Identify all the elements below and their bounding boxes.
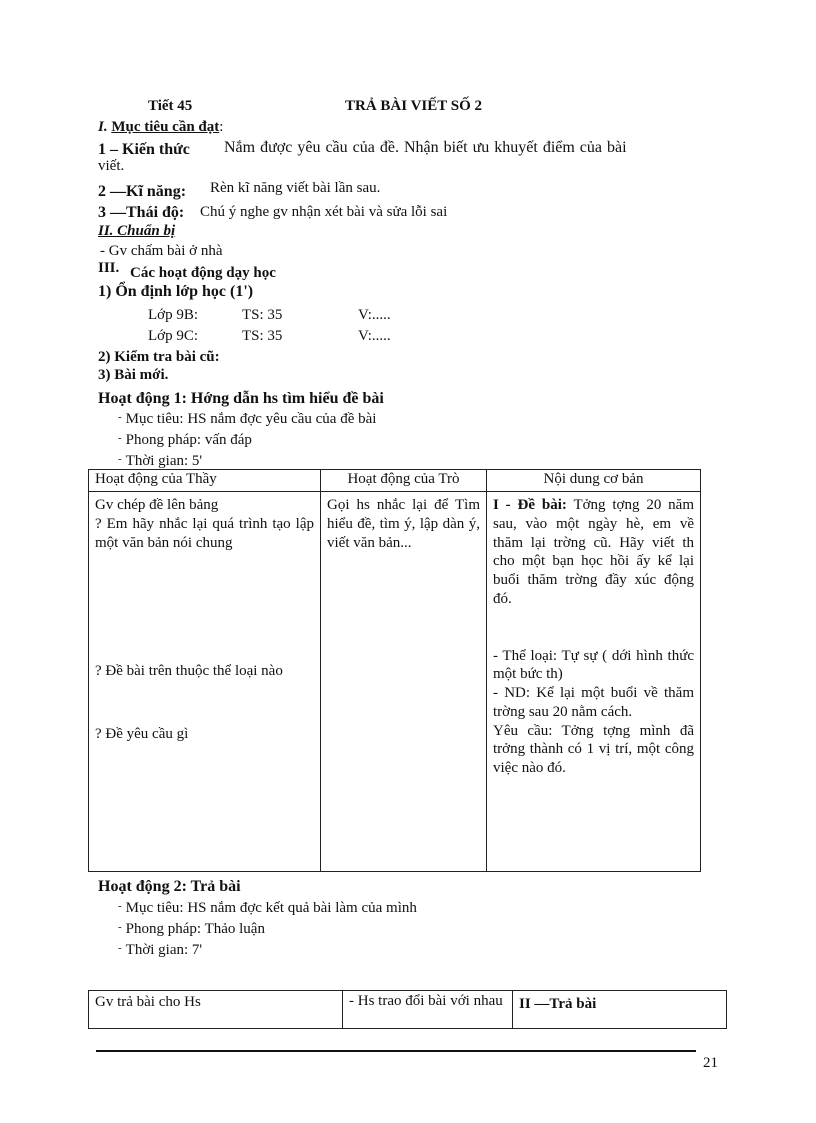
prep-heading: II. Chuẩn bị	[98, 223, 176, 239]
skill-label: 2 —Kĩ năng:	[98, 183, 187, 200]
table-row	[89, 492, 701, 872]
table-header-row	[89, 470, 701, 492]
teacher-return-cell: Gv trả bài cho Hs	[89, 991, 343, 1029]
activity-2-table	[88, 990, 727, 1029]
class-name: Lớp 9B:	[148, 307, 199, 323]
teacher-question-2: ? Đề bài trên thuộc thể loại nào	[95, 663, 283, 680]
stabilize-heading: 1) Ổn định lớp học (1')	[98, 283, 254, 300]
knowledge-text: Nắm được yêu cầu của đề. Nhận biết ưu khuyết điểm của bài	[224, 139, 627, 156]
table-row	[89, 991, 727, 1029]
student-activity: Gọi hs nhắc lại để Tìm hiểu đề, tìm ý, lập dàn ý, viết văn bản...	[327, 497, 480, 551]
teacher-question-1: Gv chép đề lên bảng ? Em hãy nhắc lại quá trình tạo lập một văn bản nói chung	[95, 497, 314, 551]
content-topic-text: Tởng tợng 20 năm sau, vào một ngày hè, em về thăm lại trờng cũ. Hãy viết th cho một bạn học hồi ấy kể lại buổi thăm trờng đầy xúc động đó.	[493, 497, 694, 607]
activities-heading: Các hoạt động dạy học	[130, 265, 276, 281]
activity-1-method: - Phong pháp: vấn đáp	[118, 431, 252, 450]
activity-2-goal: - Mục tiêu: HS nắm đợc kết quả bài làm của mình	[118, 899, 417, 918]
objectives-num: I.	[98, 119, 108, 135]
content-topic	[493, 496, 694, 609]
activity-2-method: - Phong pháp: Thảo luận	[118, 920, 265, 939]
header-student: Hoạt động của Trò	[321, 470, 487, 492]
student-exchange-cell: - Hs trao đổi bài với nhau	[343, 991, 513, 1029]
lesson-number: Tiết 45	[148, 98, 193, 114]
content-topic-label: I - Đề bài:	[493, 497, 567, 513]
new-lesson-heading: 3) Bài mới.	[98, 367, 169, 383]
attitude-text: Chú ý nghe gv nhận xét bài và sửa lỗi sai	[200, 204, 448, 220]
header-teacher: Hoạt động của Thầy	[89, 470, 321, 492]
attitude-label: 3 —Thái độ:	[98, 204, 185, 221]
teacher-question-3: ? Đề yêu cầu gì	[95, 726, 189, 742]
objectives-title: Mục tiêu cần đạt	[111, 119, 220, 135]
page-title: TRẢ BÀI VIẾT SỐ 2	[345, 98, 482, 114]
header-content: Nội dung cơ bản	[487, 470, 701, 492]
class-name: Lớp 9C:	[148, 328, 199, 344]
page-number: 21	[703, 1055, 718, 1071]
check-heading: 2) Kiểm tra bài cũ:	[98, 349, 220, 365]
class-9b	[148, 306, 198, 325]
activity-1-goal: - Mục tiêu: HS nắm đợc yêu cầu của đề bài	[118, 410, 376, 429]
objectives-heading	[98, 118, 223, 137]
teacher-cell	[89, 492, 321, 872]
footer-divider	[96, 1050, 696, 1052]
activity-1-time: - Thời gian: 5'	[118, 452, 202, 471]
knowledge-cont: viết.	[98, 158, 125, 174]
activity-1-title: Hoạt động 1: Hớng dẫn hs tìm hiểu đề bài	[98, 390, 384, 407]
class-9c	[148, 327, 198, 346]
skill-text: Rèn kĩ năng viết bài lần sau.	[210, 180, 381, 196]
objectives-colon: :	[219, 119, 224, 135]
return-heading-cell: II —Trả bài	[513, 991, 727, 1029]
class-9b-v: V:.....	[358, 307, 391, 323]
activities-num: III.	[98, 260, 120, 276]
activity-2-title: Hoạt động 2: Trả bài	[98, 878, 241, 895]
class-9c-v: V:.....	[358, 328, 391, 344]
activity-1-table	[88, 469, 701, 872]
class-9c-ts: TS: 35	[242, 328, 283, 344]
content-cell	[487, 492, 701, 872]
content-analysis: - Thể loại: Tự sự ( dới hình thức một bức th) - ND: Kể lại một buổi về thăm trờng sau 20 nằm cách. Yêu cầu: Tởng tợng mình đã trởng thành có 1 vị trí, một công việc nào đó.	[493, 647, 694, 776]
knowledge-label: 1 – Kiến thức	[98, 141, 190, 158]
activity-2-time: - Thời gian: 7'	[118, 941, 202, 960]
prep-item: - Gv chấm bài ở nhà	[100, 243, 223, 259]
student-cell	[321, 492, 487, 872]
class-9b-ts: TS: 35	[242, 307, 283, 323]
